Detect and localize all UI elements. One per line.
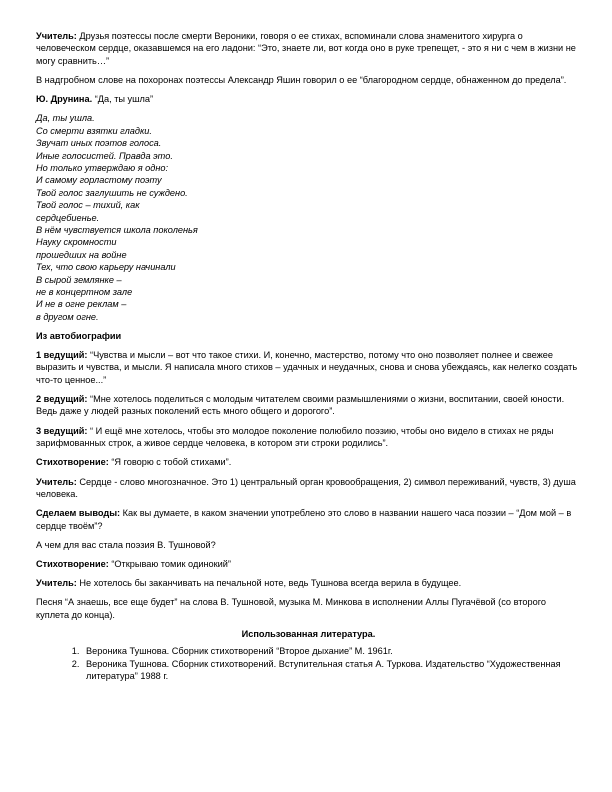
poem-attribution: [36, 93, 581, 105]
paragraph-yashin: [36, 74, 581, 86]
paragraph-text: “Мне хотелось поделиться с молодым читателем своими размышлениями о жизни, воспитании, своей юности. Ведь даже у людей разных поколений есть много общего и дорогого”.: [36, 394, 565, 417]
paragraph-teacher-closing: [36, 577, 581, 589]
paragraph-text: Сердце - слово многозначное. Это 1) центральный орган кровообращения, 2) символ переживаний, чувств, 3) душа человека.: [36, 476, 576, 499]
paragraph-text: Как вы думаете, в каком значении употреблено это слово в названии нашего часа поэзии – “Дом мой – в сердце твоём”?: [36, 508, 572, 531]
document-page: [36, 30, 581, 683]
speaker-label: 1 ведущий:: [36, 350, 88, 361]
poem-line: В нём чувствуется школа поколенья: [36, 224, 198, 235]
speaker-label: Стихотворение:: [36, 558, 109, 569]
paragraph-text: “Открываю томик одинокий”: [108, 558, 231, 569]
poem-line: Иные голосистей. Правда это.: [36, 150, 173, 161]
paragraph-poem-1: [36, 456, 581, 468]
speaker-label: Сделаем выводы:: [36, 508, 121, 519]
poem-line: Но только утверждаю я одно:: [36, 162, 169, 173]
poem-line: сердцебиенье.: [36, 212, 100, 223]
poem-block: [36, 112, 581, 323]
paragraph-host-3: [36, 425, 581, 450]
poem-line: Со смерти взятки гладки.: [36, 125, 152, 136]
poem-line: Звучат иных поэтов голоса.: [36, 138, 162, 149]
paragraph-host-2: [36, 393, 581, 418]
references-list: [36, 645, 581, 682]
author-label: Ю. Друнина.: [36, 94, 93, 105]
poem-line: И самому горластому поэту: [36, 175, 162, 186]
paragraph-text: “Я говорю с тобой стихами”.: [108, 457, 232, 468]
poem-line: И не в огне реклам –: [36, 299, 127, 310]
paragraph-teacher-intro: [36, 30, 581, 67]
poem-line: прошедших на войне: [36, 249, 127, 260]
references-title: Использованная литература.: [241, 628, 376, 639]
speaker-label: Стихотворение:: [36, 457, 109, 468]
paragraph-conclusions: [36, 507, 581, 532]
poem-line: Твой голос заглушить не суждено.: [36, 187, 188, 198]
speaker-label: 2 ведущий:: [36, 394, 88, 405]
paragraph-text: А чем для вас стала поэзия В. Тушновой?: [36, 539, 216, 550]
poem-line: в другом огне.: [36, 311, 99, 322]
paragraph-text: “ И ещё мне хотелось, чтобы это молодое поколение полюбило поэзию, чтобы оно видело в стихах не ряды зарифмованных строк, а живое сердце человека, в котором эти строки родились”.: [36, 425, 554, 449]
poem-line: Тех, что свою карьеру начинали: [36, 262, 176, 273]
reference-item: 2. Вероника Тушнова. Сборник стихотворений. Вступительная статья А. Туркова. Издательство “Художественная литература” 1988 г.: [82, 658, 581, 683]
paragraph-song: [36, 596, 581, 621]
poem-line: В сырой землянке –: [36, 274, 122, 285]
poem-line: Да, ты ушла.: [36, 113, 95, 124]
reference-item: 1. Вероника Тушнова. Сборник стихотворений “Второе дыхание” М. 1961г.: [82, 645, 581, 657]
speaker-label: Учитель:: [36, 476, 77, 487]
speaker-label: Учитель:: [36, 31, 77, 41]
poem-line: Науку скромности: [36, 237, 117, 248]
paragraph-poem-2: [36, 558, 581, 570]
poem-line: Твой голос – тихий, как: [36, 200, 140, 211]
speaker-label: 3 ведущий:: [36, 425, 88, 436]
poem-title: “Да, ты ушла”: [92, 94, 154, 105]
paragraph-text: Друзья поэтессы после смерти Вероники, говоря о ее стихах, вспоминали слова знаменитого хирурга о человеческом сердце, оказавшемся на его ладони: “Это, знаете ли, вот когда оно в руке трепещет, - это я ни с чем в жизни не могу сравнить…”: [36, 31, 576, 66]
paragraph-text: Не хотелось бы заканчивать на печальной ноте, ведь Тушнова всегда верила в будущее.: [76, 578, 462, 589]
paragraph-teacher-heart: [36, 476, 581, 501]
paragraph-text: Песня “А знаешь, все еще будет” на слова В. Тушновой, музыка М. Минкова в исполнении Аллы Пугачёвой (со второго куплета до конца).: [36, 597, 546, 620]
section-heading: Из автобиографии: [36, 330, 122, 341]
paragraph-host-1: [36, 349, 581, 386]
paragraph-question: [36, 539, 581, 551]
speaker-label: Учитель:: [36, 578, 77, 589]
paragraph-text: В надгробном слове на похоронах поэтессы Александр Яшин говорил о ее “благородном сердце, обнаженном до предела”.: [36, 75, 567, 86]
poem-line: не в концертном зале: [36, 286, 133, 297]
paragraph-text: “Чувства и мысли – вот что такое стихи. И, конечно, мастерство, потому что оно позволяет полнее и свежее выразить и чувства, и мысли. Я написала много стихов – удачных и неудачных, снова и снова убеждаясь, как нелегко создать что-то ценное...”: [36, 350, 578, 385]
